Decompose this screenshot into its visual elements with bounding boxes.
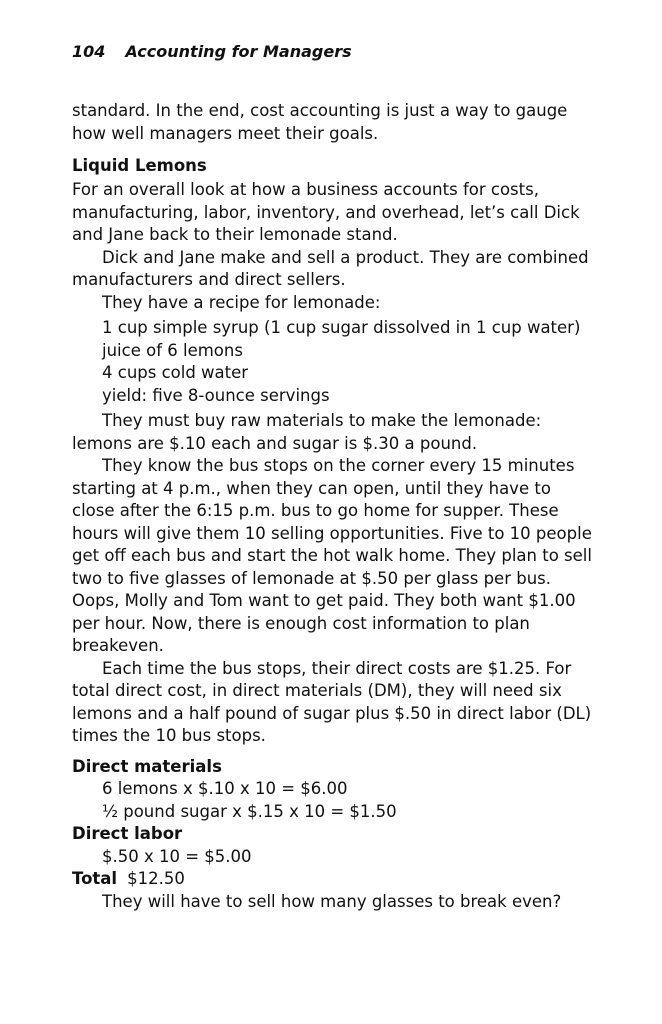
running-head [72, 40, 592, 64]
paragraph-raw-materials: They must buy raw materials to make the lemonade: lemons are $.10 each and sugar is $.30 a pound. [72, 411, 542, 453]
page-number: 104 [72, 42, 106, 61]
paragraph-bus-schedule: They know the bus stops on the corner every 15 minutes starting at 4 p.m., when they can open, until they have to close after the 6:15 p.m. bus to go home for supper. These hours will give them 10 selling opportunities. Five to 10 people get off each bus and start the hot walk home. They plan to sell two to five glasses of lemonade at $.50 per glass per bus. Oops, Molly and Tom want to get paid. They both want $1.00 per hour. Now, there is enough cost information to plan breakeven. [72, 456, 592, 655]
calc-line-sugar: ½ pound sugar x $.15 x 10 = $1.50 [102, 801, 397, 821]
recipe-item: yield: five 8-ounce servings [102, 385, 330, 405]
book-title: Accounting for Managers [125, 42, 352, 61]
paragraph-product: Dick and Jane make and sell a product. They are combined manufacturers and direct sellers. [72, 247, 589, 289]
total-value: $12.50 [127, 869, 185, 888]
calc-line-lemons: 6 lemons x $.10 x 10 = $6.00 [102, 779, 348, 798]
breakeven-question: They will have to sell how many glasses to break even? [102, 891, 562, 911]
total-label: Total [72, 869, 118, 888]
recipe-item: 1 cup simple syrup (1 cup sugar dissolved in 1 cup water) [102, 318, 581, 337]
recipe-item: juice of 6 lemons [102, 340, 243, 360]
paragraph-recipe-intro: They have a recipe for lemonade: [102, 292, 381, 312]
total-line [72, 868, 592, 891]
recipe-list [102, 317, 592, 407]
direct-materials-label: Direct materials [72, 756, 222, 776]
section-heading: Liquid Lemons [72, 156, 207, 175]
book-page [72, 40, 592, 913]
paragraph-intro: For an overall look at how a business accounts for costs, manufacturing, labor, inventory, and overhead, let’s call Dick and Jane back to their lemonade stand. [72, 180, 580, 244]
direct-labor-label: Direct labor [72, 824, 183, 843]
recipe-item: 4 cups cold water [102, 363, 249, 382]
paragraph-continuation: standard. In the end, cost accounting is just a way to gauge how well managers meet their goals. [72, 101, 568, 143]
paragraph-direct-costs: Each time the bus stops, their direct costs are $1.25. For total direct cost, in direct materials (DM), they will need six lemons and a half pound of sugar plus $.50 in direct labor (DL) times the 10 bus stops. [72, 658, 592, 745]
calc-line-labor: $.50 x 10 = $5.00 [102, 846, 252, 866]
